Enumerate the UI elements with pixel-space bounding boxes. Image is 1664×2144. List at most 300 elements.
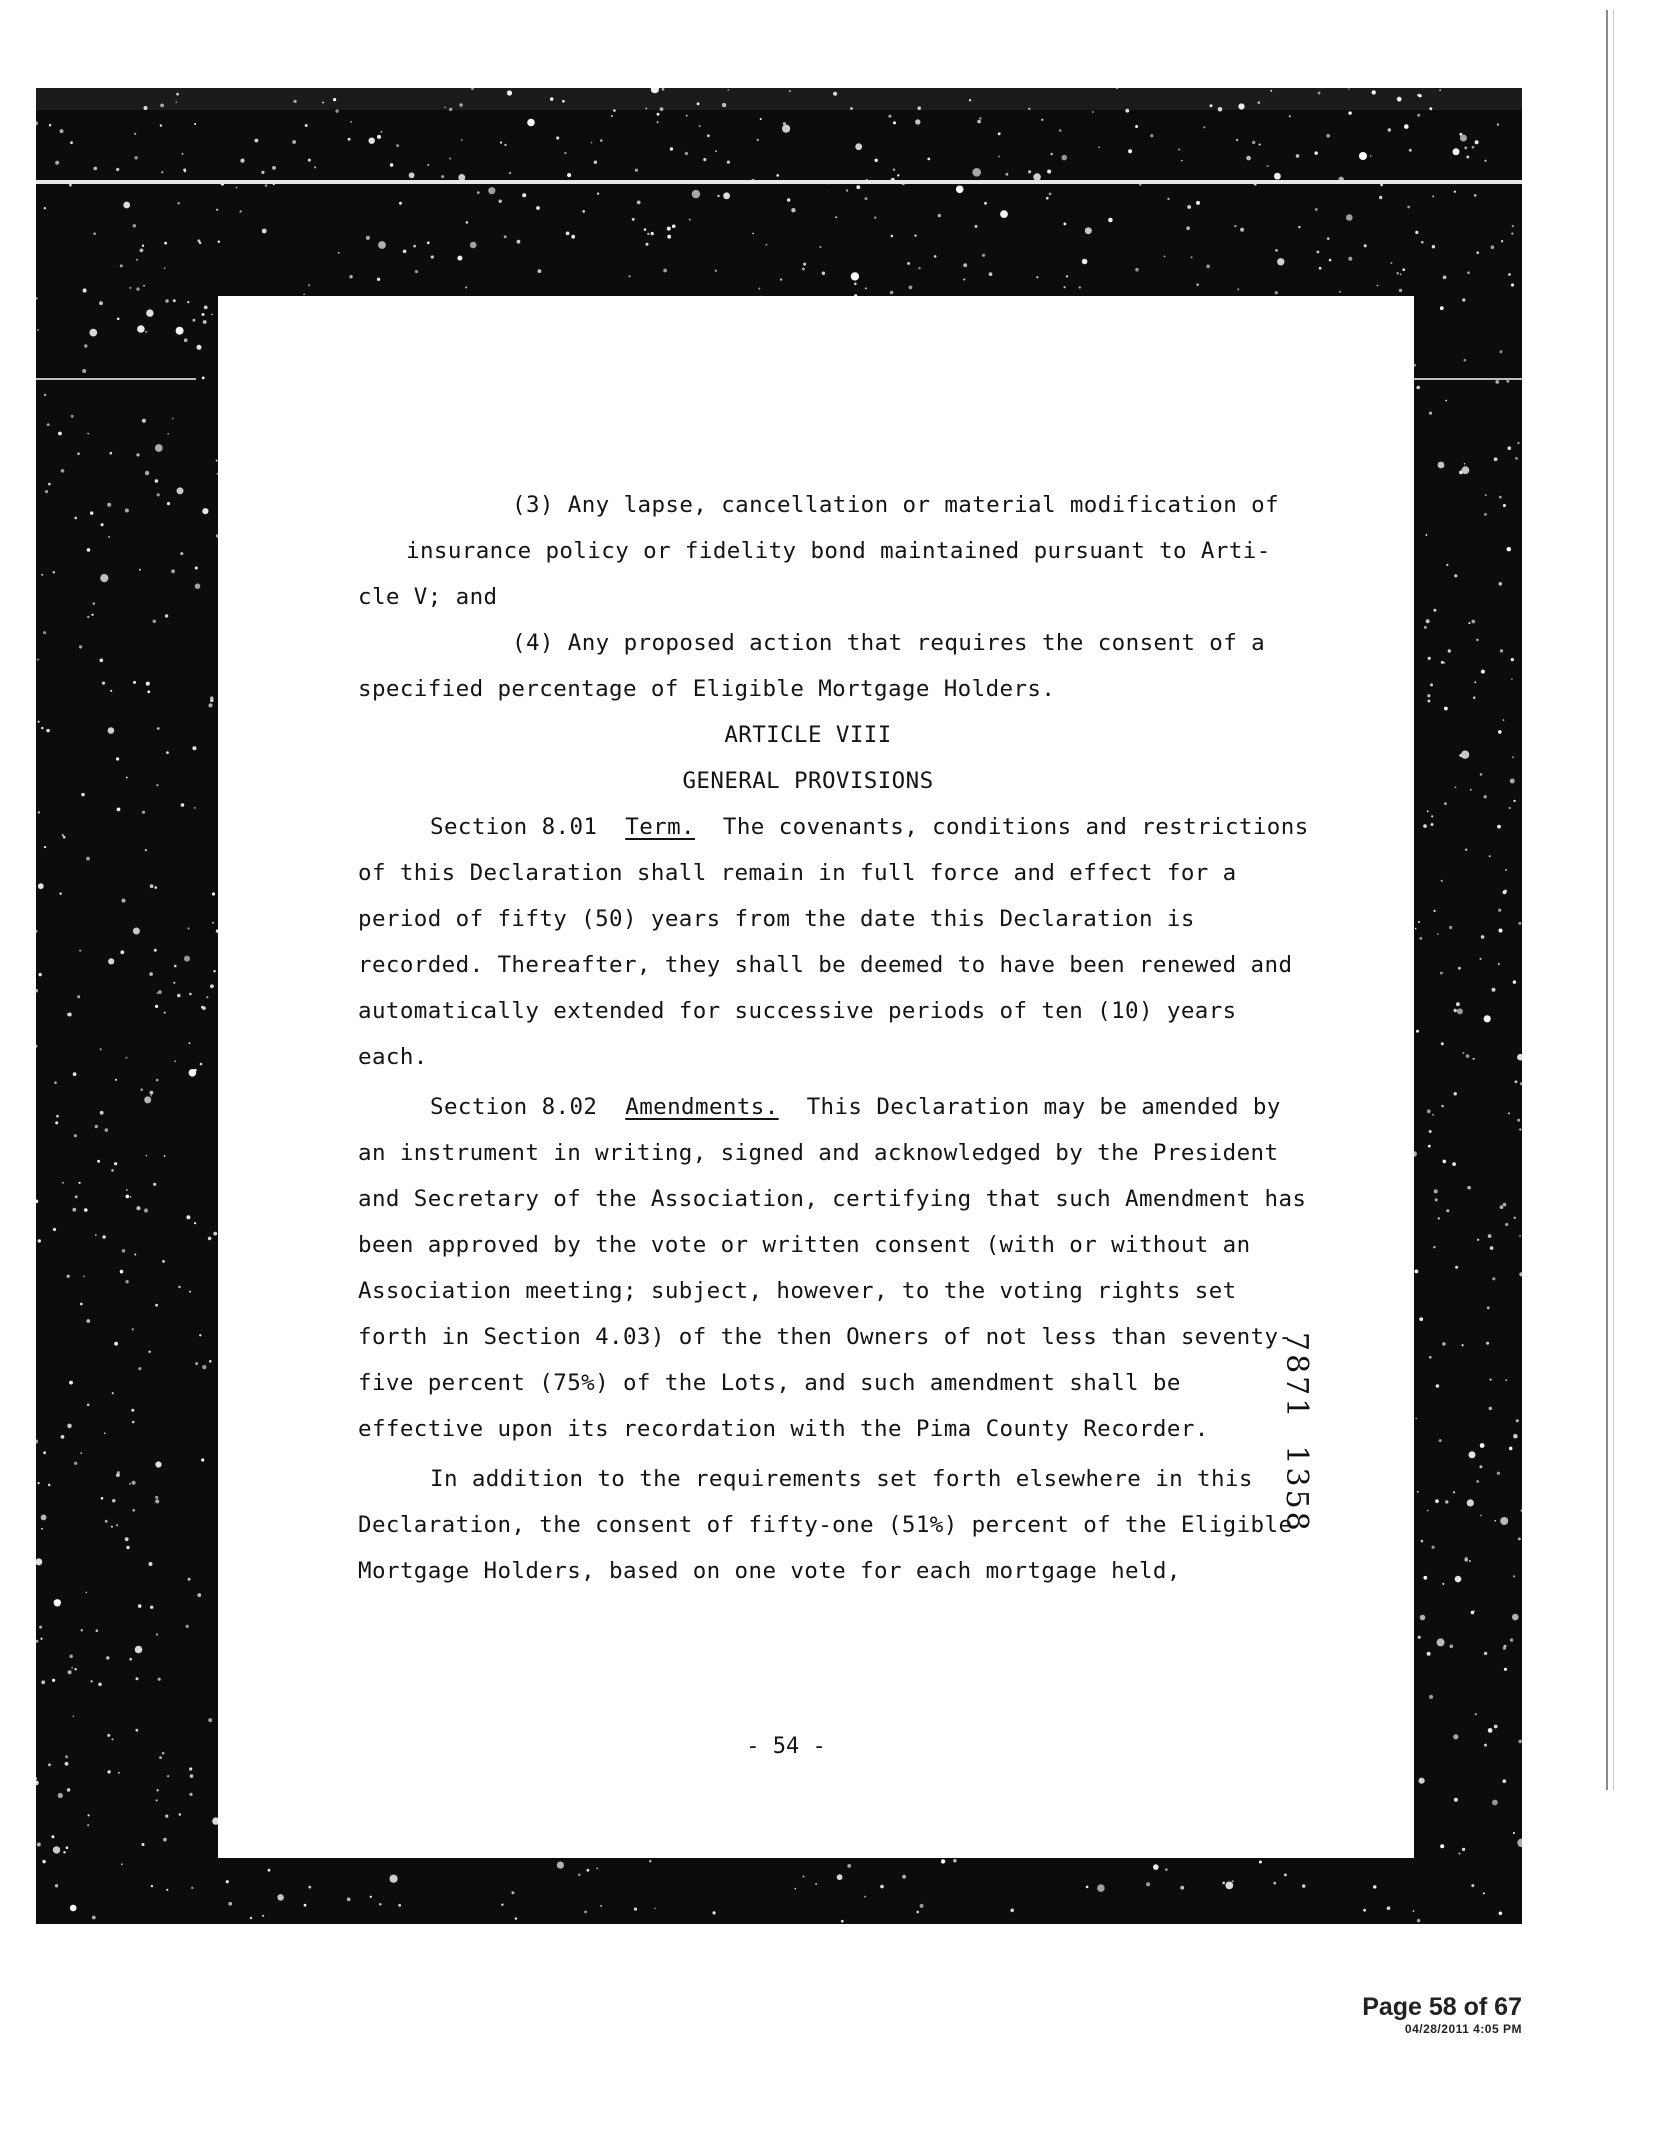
- scan-speck: [1494, 1725, 1498, 1729]
- scan-speck: [63, 1851, 65, 1853]
- scan-speck: [1427, 694, 1430, 697]
- scan-speck: [48, 1763, 51, 1766]
- document-sheet: [218, 296, 1414, 1858]
- scan-speck: [155, 1496, 158, 1499]
- scan-speck: [972, 168, 981, 177]
- scan-speck: [132, 1481, 136, 1485]
- scan-speck: [1491, 245, 1495, 249]
- scan-speck: [713, 1911, 716, 1914]
- scan-speck: [1486, 1342, 1489, 1345]
- scan-speck: [142, 1843, 145, 1846]
- scan-speck: [228, 1902, 232, 1906]
- scan-speck: [1135, 268, 1139, 272]
- scan-speck: [255, 139, 259, 143]
- scan-speck: [1497, 825, 1501, 829]
- scan-speck: [1519, 1235, 1521, 1237]
- scan-speck: [210, 696, 213, 699]
- scan-speck: [215, 1817, 217, 1819]
- scan-speck: [715, 270, 717, 272]
- scan-speck: [120, 264, 123, 267]
- scan-speck: [1379, 196, 1382, 199]
- scan-speck: [145, 849, 147, 851]
- scan-speck: [87, 1404, 90, 1407]
- scan-speck: [199, 1334, 201, 1336]
- scan-speck: [1515, 457, 1518, 460]
- scan-speck: [42, 1860, 45, 1863]
- scan-speck: [68, 1013, 72, 1017]
- scan-speck: [1484, 1015, 1491, 1022]
- scan-speck: [194, 807, 196, 809]
- scan-speck: [1443, 276, 1447, 280]
- scan-speck: [1372, 90, 1376, 94]
- scan-speck: [123, 202, 130, 209]
- scan-speck: [197, 1593, 201, 1597]
- scan-speck: [1510, 779, 1515, 784]
- scan-speck: [133, 224, 136, 227]
- scan-speck: [186, 1215, 190, 1219]
- scan-speck: [1000, 210, 1008, 218]
- scan-speck: [1499, 929, 1503, 933]
- scan-speck: [635, 169, 638, 172]
- scan-speck: [1485, 494, 1487, 496]
- scan-speck: [692, 190, 700, 198]
- scan-speck: [1409, 149, 1412, 152]
- scan-speck: [1476, 639, 1478, 641]
- scan-speck: [504, 235, 507, 238]
- scan-speck: [308, 159, 311, 162]
- scan-speck: [142, 245, 144, 247]
- scan-speck: [1423, 824, 1427, 828]
- scan-speck: [584, 1911, 587, 1914]
- scan-speck: [157, 1789, 159, 1791]
- scan-speck: [1464, 463, 1466, 465]
- scan-speck: [184, 338, 188, 342]
- scan-speck: [1512, 225, 1514, 227]
- scan-speck: [893, 121, 896, 124]
- scan-speck: [1259, 1861, 1262, 1864]
- scan-speck: [36, 930, 38, 933]
- scan-speck: [111, 1169, 114, 1172]
- scan-speck: [88, 1814, 90, 1816]
- scan-speck: [1470, 789, 1472, 791]
- scan-speck: [1418, 1636, 1421, 1639]
- scan-speck: [43, 631, 46, 634]
- scan-speck: [155, 444, 163, 452]
- scan-speck: [1128, 149, 1132, 153]
- scan-speck: [1453, 1491, 1455, 1493]
- scan-speck: [136, 1677, 139, 1680]
- scan-speck: [567, 173, 571, 177]
- scan-speck: [1438, 1217, 1440, 1219]
- scan-speck: [208, 1718, 212, 1722]
- scan-speck: [132, 1421, 135, 1424]
- scan-speck: [108, 958, 114, 964]
- scan-speck: [651, 88, 659, 93]
- scan-speck: [165, 1815, 168, 1818]
- scan-speck: [194, 123, 196, 125]
- scan-speck: [850, 107, 853, 110]
- scan-speck: [163, 1838, 167, 1842]
- scan-speck: [41, 574, 43, 576]
- scan-speck: [175, 101, 177, 103]
- scan-speck: [1225, 1882, 1233, 1890]
- scan-speck: [1036, 276, 1038, 278]
- scan-speck: [587, 1869, 590, 1872]
- scan-speck: [178, 1286, 181, 1289]
- scan-speck: [600, 1905, 602, 1907]
- scan-speck: [1505, 869, 1507, 871]
- scan-speck: [74, 517, 77, 520]
- article-title: ARTICLE VIII: [724, 722, 892, 748]
- scan-speck: [81, 793, 84, 796]
- scan-speck: [685, 152, 688, 155]
- scan-speck: [102, 682, 105, 685]
- scan-speck: [126, 1189, 128, 1191]
- scan-speck: [1518, 922, 1521, 925]
- scan-speck: [189, 993, 192, 996]
- scan-speck: [1513, 1832, 1515, 1834]
- scan-speck: [833, 92, 837, 96]
- scan-speck: [975, 225, 978, 228]
- scan-speck: [112, 1392, 114, 1394]
- scan-speck: [146, 682, 150, 686]
- scan-speck: [699, 125, 701, 127]
- scan-speck: [153, 1183, 156, 1186]
- scan-speck: [366, 236, 370, 240]
- scan-speck: [36, 1640, 38, 1643]
- scan-speck: [39, 1626, 42, 1629]
- scan-speck: [654, 1908, 656, 1910]
- scan-speck: [1518, 1740, 1522, 1744]
- scan-speck: [874, 217, 876, 219]
- scan-speck: [515, 1917, 517, 1919]
- scan-speck: [1427, 1109, 1431, 1113]
- scan-speck: [507, 90, 512, 95]
- scan-speck: [65, 1755, 68, 1758]
- scan-speck: [1516, 1419, 1519, 1422]
- scan-speck: [201, 1458, 204, 1461]
- scan-speck: [132, 1509, 135, 1512]
- scan-speck: [1442, 1342, 1445, 1345]
- scan-speck: [107, 503, 111, 507]
- scan-speck: [1484, 1652, 1487, 1655]
- scan-speck: [79, 1182, 81, 1184]
- scan-speck: [865, 197, 868, 200]
- scan-speck: [1064, 286, 1066, 288]
- scan-speck: [202, 1365, 206, 1369]
- scan-speck: [292, 140, 296, 144]
- scan-speck: [174, 1060, 176, 1062]
- scan-speck: [55, 161, 59, 165]
- scan-speck: [1490, 1246, 1494, 1250]
- scan-speck: [126, 777, 128, 779]
- scan-speck: [1181, 160, 1183, 162]
- scan-speck: [1500, 1517, 1508, 1525]
- scan-speck: [1462, 1344, 1464, 1346]
- scan-speck: [80, 1303, 83, 1306]
- scan-speck: [1487, 1306, 1490, 1309]
- scan-speck: [116, 757, 119, 760]
- scan-speck: [87, 548, 91, 552]
- scan-speck: [379, 1903, 382, 1906]
- scan-speck: [155, 886, 158, 889]
- scan-speck: [268, 1869, 271, 1872]
- section-8-01-text: The covenants, conditions and restrictions of this Declaration shall remain in full force and effect for a period of fifty (50) years from the date this Declaration is recorded. Thereafter, they shall be deemed to have been renewed and automatically extended for successive periods of ten (10) years each.: [358, 814, 1309, 1070]
- scan-speck: [172, 418, 174, 420]
- scan-speck: [176, 93, 179, 96]
- scan-speck: [1494, 1520, 1496, 1522]
- scan-speck: [143, 285, 145, 287]
- scan-speck: [600, 139, 602, 141]
- scan-speck: [1439, 1439, 1442, 1442]
- scan-speck: [657, 121, 659, 123]
- scan-speck: [193, 319, 196, 322]
- scan-speck: [1377, 285, 1379, 287]
- scan-speck: [594, 161, 597, 164]
- scan-speck: [582, 210, 585, 213]
- scan-speck: [776, 174, 779, 177]
- scan-speck: [1041, 119, 1043, 121]
- scan-speck: [1499, 1912, 1503, 1916]
- scan-speck: [72, 1716, 74, 1718]
- scan-speck: [1232, 1880, 1234, 1882]
- scan-speck: [727, 161, 730, 164]
- section-8-01: [358, 804, 1318, 1080]
- scan-speck: [611, 115, 613, 117]
- scan-speck: [1492, 988, 1496, 992]
- scan-speck: [162, 1260, 165, 1263]
- scan-speck: [38, 883, 44, 889]
- scan-speck: [45, 490, 48, 493]
- scan-speck: [105, 1520, 108, 1523]
- scan-speck: [212, 892, 215, 895]
- scan-speck: [149, 972, 153, 976]
- scan-speck: [1397, 272, 1399, 274]
- scan-speck: [97, 1160, 100, 1163]
- scan-speck: [1047, 170, 1051, 174]
- scan-speck: [138, 1604, 142, 1608]
- scan-speck: [1519, 1272, 1522, 1276]
- scan-speck: [1513, 1575, 1515, 1577]
- scan-speck: [262, 1915, 264, 1917]
- scan-speck: [979, 117, 981, 119]
- scan-speck: [1440, 306, 1444, 310]
- scan-speck: [399, 202, 402, 205]
- scan-speck: [84, 344, 87, 347]
- scan-speck: [1481, 670, 1485, 674]
- scan-speck: [83, 288, 87, 292]
- scan-speck: [1258, 101, 1261, 104]
- scan-speck: [1150, 134, 1153, 137]
- scan-speck: [99, 301, 103, 305]
- scan-speck: [1508, 273, 1511, 276]
- scan-speck: [95, 1234, 97, 1236]
- scan-speck: [1467, 1499, 1474, 1506]
- scan-speck: [49, 124, 51, 126]
- scan-speck: [787, 198, 790, 201]
- scan-speck: [161, 171, 163, 173]
- scan-speck: [86, 1319, 90, 1323]
- scan-speck: [144, 1208, 148, 1212]
- scan-speck: [188, 927, 190, 929]
- scan-speck: [855, 143, 862, 150]
- scan-speck: [1046, 197, 1049, 200]
- scan-speck: [1462, 298, 1465, 301]
- scan-speck: [646, 243, 649, 246]
- scan-speck: [1419, 94, 1422, 97]
- scan-speck: [1421, 1540, 1424, 1543]
- scan-speck: [717, 195, 719, 197]
- scan-speck: [125, 1280, 128, 1283]
- scan-speck: [213, 970, 215, 972]
- scan-speck: [444, 106, 446, 108]
- scan-speck: [782, 125, 790, 133]
- scan-speck: [1477, 1239, 1479, 1241]
- scan-speck: [1270, 90, 1272, 92]
- scan-speck: [1441, 1105, 1443, 1107]
- scan-speck: [112, 1738, 114, 1740]
- scan-speck: [522, 193, 526, 197]
- scan-speck: [1480, 1515, 1482, 1517]
- recording-stamp: 7871 1358: [1279, 1332, 1314, 1534]
- scan-speck: [1346, 214, 1353, 221]
- scan-speck: [1475, 140, 1479, 144]
- scan-speck: [1274, 173, 1281, 180]
- scan-speck: [380, 131, 382, 133]
- scan-speck: [1440, 1844, 1444, 1848]
- scan-speck: [890, 291, 894, 295]
- scan-speck: [47, 423, 50, 426]
- scan-speck: [335, 109, 338, 112]
- scan-speck: [188, 1578, 191, 1581]
- scan-speck: [963, 263, 967, 267]
- scan-speck: [105, 1128, 109, 1132]
- scan-speck: [1167, 198, 1169, 200]
- scan-speck: [1503, 1779, 1507, 1783]
- scan-speck: [865, 287, 867, 289]
- scan-speck: [1108, 218, 1113, 223]
- scan-speck: [71, 415, 74, 418]
- scan-speck: [662, 88, 665, 91]
- scan-speck: [69, 1381, 73, 1385]
- scan-speck: [60, 129, 64, 133]
- scan-speck: [209, 1360, 212, 1363]
- scan-speck: [1497, 123, 1499, 125]
- scan-speck: [634, 1908, 637, 1911]
- article-subtitle: GENERAL PROVISIONS: [682, 768, 934, 794]
- scan-speck: [48, 1484, 51, 1487]
- scan-speck: [200, 1063, 203, 1066]
- scan-speck: [1424, 626, 1427, 629]
- scan-speck: [1442, 1583, 1444, 1585]
- scan-speck: [261, 171, 264, 174]
- scan-speck: [1339, 291, 1341, 293]
- scan-speck: [314, 166, 316, 168]
- scan-speck: [133, 928, 140, 935]
- scan-speck: [377, 278, 380, 281]
- scan-speck: [129, 1483, 131, 1485]
- scan-speck: [59, 893, 61, 895]
- scan-speck: [657, 113, 660, 116]
- scan-speck: [1476, 251, 1479, 254]
- scan-speck: [158, 990, 162, 994]
- scan-speck: [92, 1916, 96, 1920]
- scan-speck: [139, 569, 141, 571]
- scan-speck: [126, 1195, 130, 1199]
- scan-speck: [174, 965, 177, 968]
- scan-speck: [1458, 967, 1461, 970]
- scan-speck: [427, 242, 430, 245]
- scan-speck: [348, 138, 351, 141]
- scan-speck: [1474, 681, 1476, 683]
- scan-speck: [1180, 1886, 1184, 1890]
- scan-speck: [1399, 289, 1402, 292]
- scan-speck: [697, 102, 700, 105]
- scan-speck: [133, 681, 136, 684]
- scan-speck: [1503, 504, 1506, 507]
- scan-speck: [147, 690, 150, 693]
- scan-speck: [1326, 134, 1330, 138]
- scan-speck: [998, 156, 1000, 158]
- print-timestamp: 04/28/2011 4:05 PM: [1404, 2022, 1522, 2036]
- scan-speck: [1364, 244, 1367, 247]
- scan-speck: [1433, 609, 1436, 612]
- scan-speck: [1449, 926, 1452, 929]
- scan-speck: [1484, 513, 1487, 516]
- scan-speck: [1196, 201, 1200, 205]
- scan-speck: [195, 583, 201, 589]
- scan-speck: [471, 88, 474, 90]
- scan-speck: [1429, 1356, 1432, 1359]
- scan-speck: [1348, 111, 1351, 114]
- scan-speck: [1191, 256, 1193, 258]
- scan-speck: [527, 119, 535, 127]
- scan-speck: [415, 270, 418, 273]
- scan-speck: [1237, 288, 1239, 290]
- scan-speck: [134, 133, 136, 135]
- scan-speck: [206, 996, 208, 998]
- scan-speck: [409, 172, 415, 178]
- scan-speck: [880, 1885, 884, 1889]
- scan-speck: [38, 721, 40, 723]
- scan-speck: [760, 118, 762, 120]
- scan-speck: [197, 345, 202, 350]
- scan-speck: [1473, 1610, 1475, 1612]
- scan-speck: [1061, 155, 1067, 161]
- scan-speck: [1503, 719, 1505, 721]
- scan-speck: [1488, 1728, 1493, 1733]
- scan-speck: [93, 602, 96, 605]
- scan-speck: [159, 1756, 162, 1759]
- scan-speck: [1419, 1317, 1423, 1321]
- scan-speck: [1511, 678, 1513, 680]
- scan-speck: [202, 377, 205, 380]
- scan-speck: [1329, 259, 1332, 262]
- scan-speck: [1444, 802, 1447, 805]
- scan-speck: [36, 121, 38, 125]
- scan-speck: [308, 284, 310, 286]
- scan-speck: [815, 1883, 817, 1885]
- scan-speck: [87, 1824, 89, 1826]
- scan-speck: [44, 207, 46, 209]
- scan-speck: [121, 1863, 123, 1865]
- scan-speck: [578, 1874, 581, 1877]
- scan-speck: [1432, 245, 1435, 248]
- scan-speck: [177, 487, 184, 494]
- scan-speck: [305, 124, 308, 127]
- scan-speck: [1218, 107, 1223, 112]
- scan-speck: [1519, 1128, 1521, 1130]
